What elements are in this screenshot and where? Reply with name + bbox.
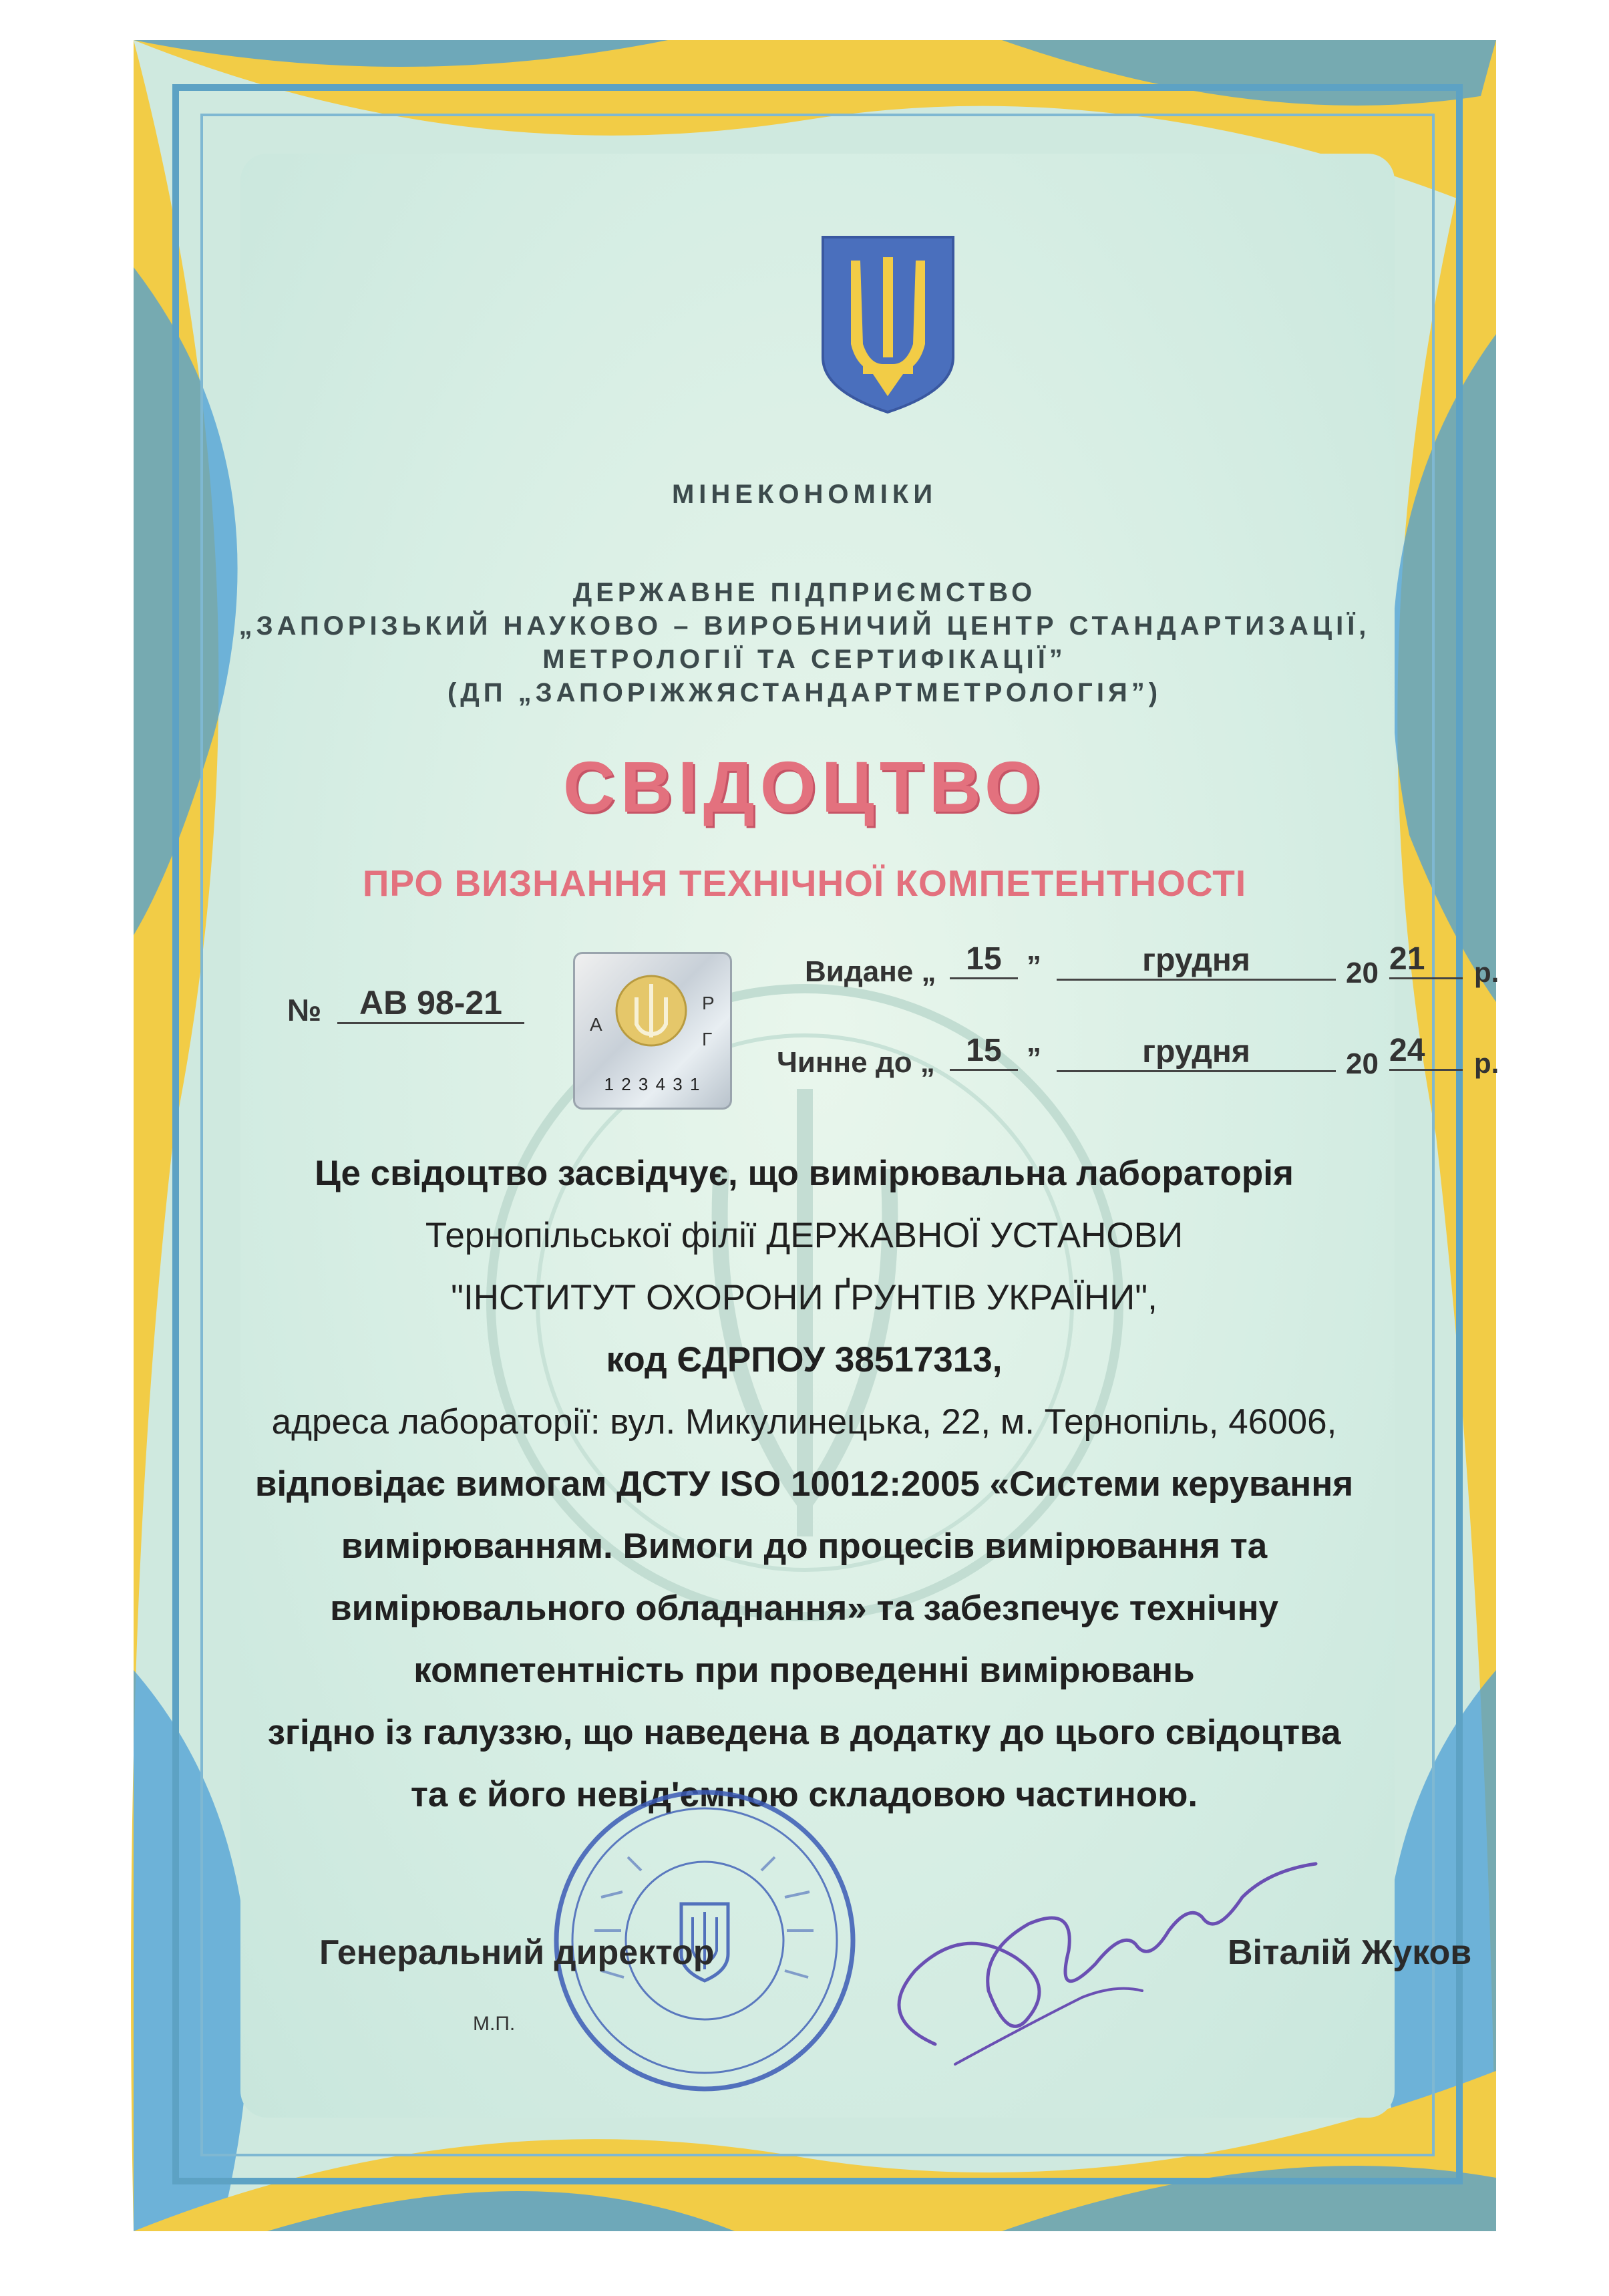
ministry-name: МІНЕКОНОМІКИ [671,480,938,509]
hologram-digits: 1 2 3 4 3 1 [604,1074,701,1094]
hologram-sticker [573,952,732,1110]
issued-month: грудня [1057,942,1336,981]
body-line: Тернопільської філії ДЕРЖАВНОЇ УСТАНОВИ [425,1216,1184,1255]
valid-until-quote: ” [1027,1042,1041,1075]
issued-label: Видане „ [805,955,936,988]
valid-until-day: 15 [950,1032,1018,1071]
seal-place-mark: М.П. [473,2013,516,2035]
number-label: № [287,993,322,1027]
issued-quote: ” [1027,950,1041,983]
certificate-title: СВІДОЦТВО [562,746,1047,827]
hologram-emblem-icon [611,967,691,1054]
issued-year-suffix: р. [1474,957,1499,988]
signatory-name: Віталій Жуков [1228,1933,1472,1972]
body-line: та є його невід'ємною складовою частиною. [410,1775,1198,1814]
certificate-number: АВ 98-21 [337,983,524,1024]
hologram-letter-g: Г [702,1029,713,1049]
hologram-letter-a: А [590,1014,602,1035]
body-line: "ІНСТИТУТ ОХОРОНИ ҐРУНТІВ УКРАЇНИ", [451,1278,1157,1317]
body-line: відповідає вимогам ДСТУ ISO 10012:2005 «Системи керування [254,1464,1354,1504]
signatory-position: Генеральний директор [319,1933,715,1972]
org-line: ДЕРЖАВНЕ ПІДПРИЄМСТВО [572,578,1037,607]
body-line: код ЄДРПОУ 38517313, [606,1340,1003,1379]
hologram-letter-r: Р [702,993,715,1013]
certificate-body [254,1142,1355,1826]
valid-until-year-suffix: р. [1474,1047,1499,1079]
body-line: адреса лабораторії: вул. Микулинецька, 22, м. Тернопіль, 46006, [271,1402,1337,1442]
body-line: вимірюванням. Вимоги до процесів вимірювання та [341,1526,1268,1566]
certificate-subtitle: ПРО ВИЗНАННЯ ТЕХНІЧНОЇ КОМПЕТЕНТНОСТІ [362,862,1247,904]
body-line: згідно із галуззю, що наведена в додатку до цього свідоцтва [267,1713,1341,1752]
valid-until-label: Чинне до „ [777,1046,935,1079]
issued-year: 21 [1389,941,1463,979]
valid-until-year-prefix: 20 [1346,1047,1379,1080]
org-line: МЕТРОЛОГІЇ ТА СЕРТИФІКАЦІЇ” [542,645,1067,674]
organization-name [0,576,1609,709]
org-line: (ДП „ЗАПОРІЖЖЯСТАНДАРТМЕТРОЛОГІЯ”) [447,678,1162,707]
body-line: компетентність при проведенні вимірювань [413,1651,1195,1690]
valid-until-year: 24 [1389,1032,1463,1071]
issued-day: 15 [950,941,1018,979]
valid-until-month: грудня [1057,1033,1336,1072]
org-line: „ЗАПОРІЗЬКИЙ НАУКОВО – ВИРОБНИЧИЙ ЦЕНТР СТАНДАРТИЗАЦІЇ, [238,611,1371,641]
coat-of-arms-icon [816,230,960,418]
issued-year-prefix: 20 [1346,957,1379,989]
body-line: вимірювального обладнання» та забезпечує технічну [330,1589,1278,1628]
body-line: Це свідоцтво засвідчує, що вимірювальна лабораторія [315,1154,1294,1193]
